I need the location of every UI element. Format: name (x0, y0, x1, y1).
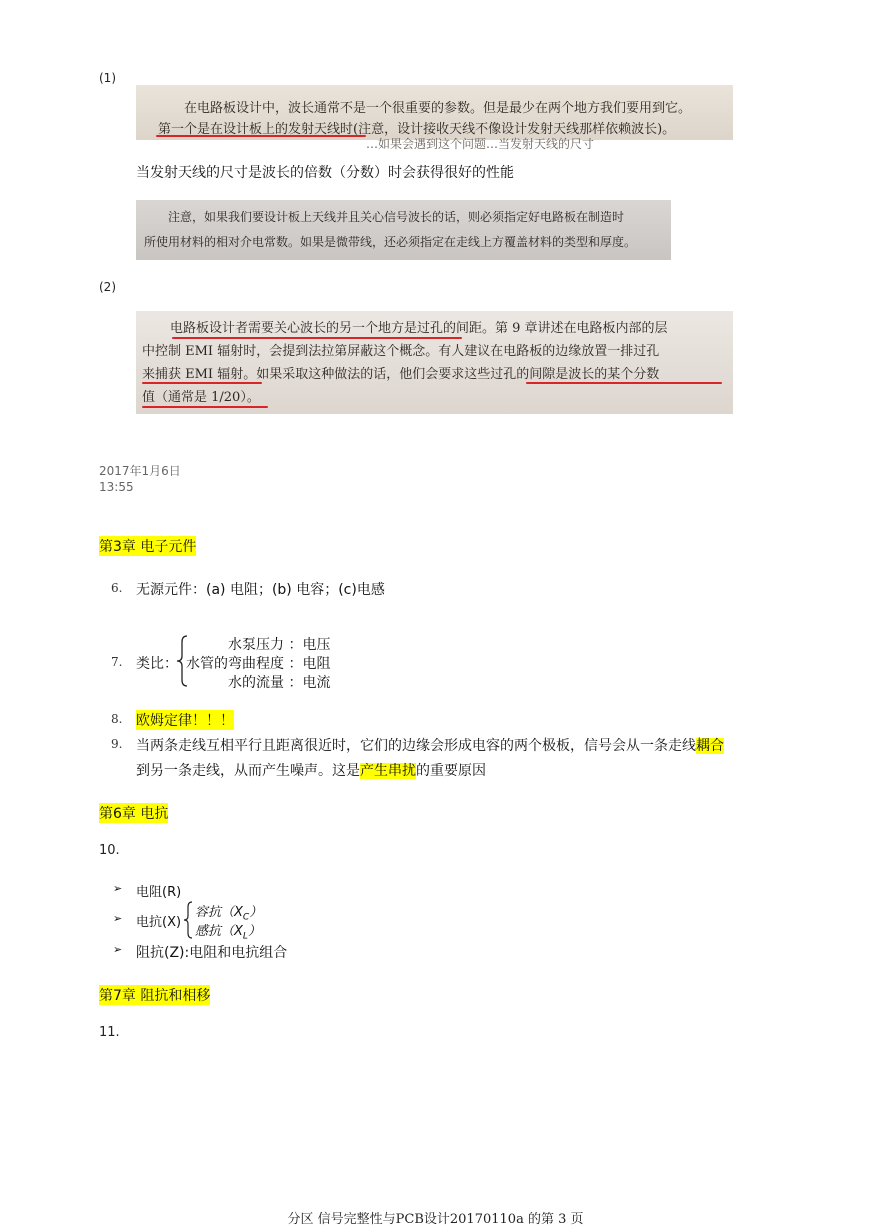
bullet-reactance: 电抗(X) (136, 915, 182, 930)
book-excerpt-photo-3 (136, 311, 733, 414)
red-underline (172, 337, 462, 339)
item-9-text: 到另一条走线，从而产生噪声。这是 (136, 763, 360, 779)
item-number: 9. (111, 737, 123, 751)
arrow-bullet-icon: ➢ (113, 943, 123, 956)
analogy-row: 水泵压力 ：电压 (228, 637, 331, 653)
photo1-line-2: 第一个是在设计板上的发射天线时(注意，设计接收天线不像设计发射天线那样依赖波长)。 (158, 122, 676, 137)
chapter-7-heading: 第7章 阻抗和相移 (99, 985, 210, 1005)
analogy-prefix: 类比： (136, 656, 178, 672)
analogy-row: 水的流量 ：电流 (228, 675, 331, 691)
curly-brace-icon (182, 900, 194, 940)
red-underline (142, 406, 268, 408)
book-excerpt-photo-1 (136, 85, 733, 151)
highlight-coupling: 耦合 (696, 738, 724, 754)
page-footer: 分区 信号完整性与PCB设计20170110a 的第 3 页 (287, 1212, 584, 1227)
arrow-bullet-icon: ➢ (113, 882, 123, 895)
item-8-text: 欧姆定律！！！ (136, 710, 234, 730)
photo1-line-1: 在电路板设计中，波长通常不是一个很重要的参数。但是最少在两个地方我们要用到它。 (184, 101, 692, 116)
photo-caption: 当发射天线的尺寸是波长的倍数（分数）时会获得很好的性能 (136, 165, 514, 181)
inductive-reactance (195, 920, 261, 942)
item-number: 8. (111, 712, 123, 726)
photo3-line-3: 来捕获 EMI 辐射。如果采取这种做法的话，他们会要求这些过孔的间隙是波长的某个分数 (142, 367, 660, 382)
bullet-resistance: 电阻(R) (136, 885, 182, 900)
photo3-line-4: 值（通常是 1/20）。 (142, 390, 260, 405)
highlight-crosstalk: 产生串扰 (360, 763, 416, 779)
photo3-line-2: 中控制 EMI 辐射时，会提到法拉第屏蔽这个概念。有人建议在电路板的边缘放置一排过孔 (142, 344, 660, 359)
section-label-2: (2) (99, 280, 116, 294)
note-date: 2017年1月6日 (99, 464, 181, 478)
analogy-row: 水管的弯曲程度 ：电阻 (186, 656, 331, 672)
arrow-bullet-icon: ➢ (113, 912, 123, 925)
bullet-impedance: 阻抗(Z):电阻和电抗组合 (136, 945, 288, 961)
photo2-line-2: 所使用材料的相对介电常数。如果是微带线，还必须指定在走线上方覆盖材料的类型和厚度。 (144, 235, 637, 249)
item-number: 7. (111, 655, 123, 669)
label: 容抗（X (195, 905, 243, 920)
item-9-line-1 (136, 735, 724, 755)
label: 感抗（X (195, 924, 243, 939)
item-number: 6. (111, 581, 123, 595)
item-9-text: 的重要原因 (416, 763, 486, 779)
subscript: L (242, 931, 248, 942)
item-9-line-2 (136, 760, 486, 780)
chapter-6-heading: 第6章 电抗 (99, 803, 168, 823)
item-number: 11. (99, 1025, 120, 1040)
book-excerpt-photo-2 (136, 200, 671, 260)
note-time: 13:55 (99, 480, 134, 494)
item-number: 10. (99, 843, 120, 858)
section-label-1: (1) (99, 71, 116, 85)
photo2-line-1: 注意，如果我们要设计板上天线并且关心信号波长的话，则必须指定好电路板在制造时 (168, 210, 625, 224)
red-underline (142, 382, 262, 384)
red-underline (156, 135, 366, 137)
photo1-line-3: …如果会遇到这个问题…当发射天线的尺寸 (366, 137, 595, 151)
label: ） (249, 905, 263, 920)
photo3-line-1: 电路板设计者需要关心波长的另一个地方是过孔的间距。第 9 章讲述在电路板内部的层 (170, 321, 668, 336)
item-9-text: 当两条走线互相平行且距离很近时，它们的边缘会形成电容的两个极板，信号会从一条走线 (136, 738, 696, 754)
subscript: C (242, 912, 250, 923)
label: ） (247, 924, 261, 939)
red-underline (526, 382, 722, 384)
item-6-text: 无源元件：(a) 电阻；(b) 电容；(c)电感 (136, 582, 385, 598)
chapter-3-heading: 第3章 电子元件 (99, 536, 196, 556)
